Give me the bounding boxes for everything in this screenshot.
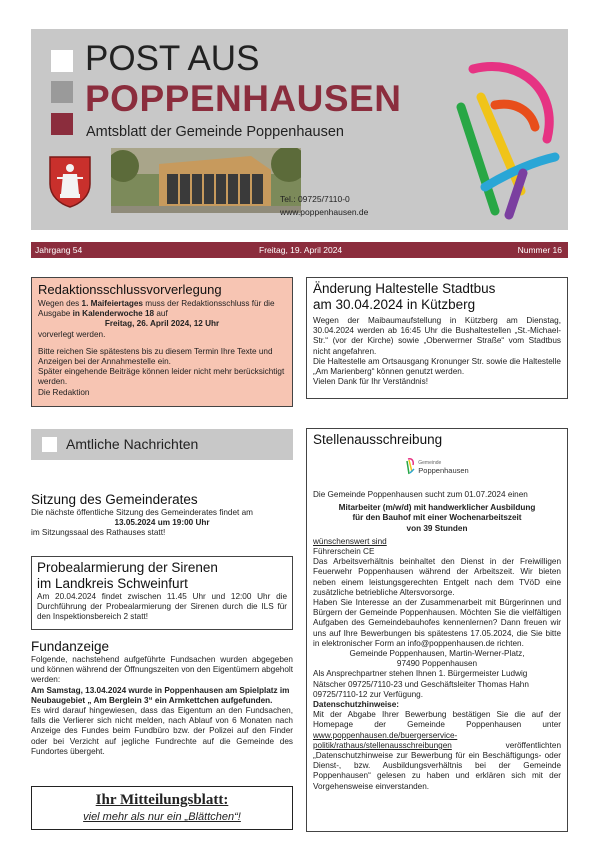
masthead-title-main: POPPENHAUSEN [85,78,402,119]
council-meeting-line1: Die nächste öffentliche Sitzung des Gemeinderates findet am [31,508,253,517]
logo-small-text: Gemeinde [418,459,442,466]
council-meeting-title: Sitzung des Gemeinderates [31,492,198,507]
coat-of-arms-icon [47,154,93,208]
lost-found-p2: Am Samstag, 13.04.2024 wurde in Poppenhausen am Spielplatz im Neubaugebiet „ Am Berglein 3“ ein Armkettchen aufgefunden. [31,685,290,705]
deadline-notice-title: Redaktionsschlussvorverlegung [38,282,222,297]
gray-square-decoration [51,81,73,103]
lost-found-title: Fundanzeige [31,639,110,654]
bus-p3: Vielen Dank für Ihr Verständnis! [313,377,428,387]
siren-test-text: Am 20.04.2024 findet zwischen 11.45 Uhr und 12:00 Uhr die Durchführung der Probealarmierung der Sirenen durch die ILS für den Inspektionsbereich 2 statt! [37,592,287,622]
masthead [31,29,568,230]
lost-found-article [31,639,293,757]
bus-title-2: am 30.04.2024 in Kützberg [313,297,476,312]
volume-label: Jahrgang 54 [35,245,83,255]
job-wish-label: wünschenswert sind [313,536,387,546]
job-title-1: Mitarbeiter (m/w/d) mit handwerklicher Ausbildung [338,503,536,513]
deadline-notice-box [31,277,293,407]
newsletter-promo-box [31,786,293,830]
newsletter-promo-sub: viel mehr als nur ein „Blättchen“! [83,811,241,823]
siren-test-box [31,556,293,630]
bus-title-1: Änderung Haltestelle Stadtbus [313,281,496,296]
logo-name-text: Poppenhausen [418,465,469,475]
job-posting-box [306,428,568,832]
deadline-notice-text-2: vorverlegt werden. [38,329,106,339]
job-intro: Die Gemeinde Poppenhausen sucht zum 01.07.2024 einen [313,490,528,499]
red-square-decoration [51,113,73,135]
job-p1: Das Arbeitsverhältnis beinhaltet den Dienst in der Freiwilligen Feuerwehr Poppenhausen während der Arbeitszeit. Wir bieten neben einem leistungsgerechten Entgelt nach dem TVöD eine zusätzliche betriebliche Altersvorsorge. [313,557,561,597]
bus-stop-change-box [306,277,568,399]
lost-found-p3: Es wird darauf hingewiesen, dass das Eigentum an den Fundsachen, falls die Verlierer sich nicht melden, nach Ablauf von 6 Monaten nach Anzeige des Fundes beim Fundbüro bzw. der Polizei auf den Finder oder bei Verzicht auf jegliche Fundrechte auf die Gemeinde des Fundortes übergeht. [31,706,293,756]
siren-test-title-1: Probealarmierung der Sirenen [37,560,218,575]
job-address-2: 97490 Poppenhausen [396,659,478,669]
privacy-text: Mit der Abgabe Ihrer Bewerbung bestätigen Sie die auf der Homepage der Gemeinde Poppenhausen unter www.poppenhausen.de/buergerservice-politik/rathaus/stellenausschreibungen veröffentlichten „Datenschutzhinweise zur Bewerbung für ein Beschäftigungs- oder Dienst-, bzw. Ausbildungsverhältnis bei der Gemeinde Poppenhausen“ gelesen zu haben und erklären sich mit der Vorgehensweise einverstanden. [313,710,561,791]
job-title-3: von 39 Stunden [406,523,468,533]
issue-date: Freitag, 19. April 2024 [259,245,343,255]
council-meeting-article [31,492,293,539]
deadline-notice-text: Wegen des 1. Maifeiertages muss der Redaktionsschluss für die Ausgabe in Kalenderwoche 18 auf [38,299,275,319]
mini-logo-icon [405,458,415,476]
deadline-notice-sign: Die Redaktion [38,387,90,397]
phone-number: Tel.: 09725/7110-0 [280,194,350,204]
masthead-subtitle: Amtsblatt der Gemeinde Poppenhausen [86,124,344,140]
lost-found-p1: Folgende, nachstehend aufgeführte Fundsachen wurden abgegeben und können während der Öffnungszeiten von den Eigentümern abgeholt werden: [31,655,293,685]
deadline-notice-p2: Bitte reichen Sie spätestens bis zu diesem Termin Ihre Texte und Anzeigen bei der Annahmestelle ein. [38,346,273,367]
bus-p2: Die Haltestelle am Ortsausgang Kronunger Str. sowie die Haltestelle „Am Marienberg“ können genutzt werden. [313,356,561,377]
issue-number: Nummer 16 [517,245,562,255]
council-meeting-line3: im Sitzungssaal des Rathauses statt! [31,528,166,538]
job-p2: Haben Sie Interesse an der Zusammenarbeit mit Bürgerinnen und Bürgern der Gemeinde Poppenhausen. Möchten Sie die vielfältigen Aufgaben des Gemeindebauhofes kennenlernen? Dann freuen wir uns auf Ihre Bewerbungen bis spätestens 17.05.2024, die Sie bitte in elektronischer Form an info@poppenhausen.de richten. [313,598,561,648]
deadline-date: Freitag, 26. April 2024, 12 Uhr [104,319,220,329]
job-address-1: Gemeinde Poppenhausen, Martin-Werner-Platz, [349,649,525,659]
website-link[interactable]: www.poppenhausen.de [280,207,369,217]
siren-test-title-2: im Landkreis Schweinfurt [37,576,188,591]
job-license: Führerschein CE [313,547,375,557]
white-square-decoration [51,50,73,72]
issue-info-bar [31,242,568,258]
deadline-notice-p3: Später eingehende Beiträge können leider nicht mehr berücksichtigt werden. [38,367,285,387]
town-hall-photo [111,148,301,213]
municipality-logo [313,458,561,476]
square-decoration [42,437,57,452]
section-header-official [31,429,293,460]
job-p3: Als Ansprechpartner stehen Ihnen 1. Bürgermeister Ludwig Nätscher 09725/7110-23 und Geschäftsleiter Thomas Hahn 09725/7110-12 zur Verfügung. [313,669,529,699]
colorful-logo-icon [451,61,561,221]
job-posting-title: Stellenausschreibung [313,432,443,447]
privacy-title: Datenschutzhinweise: [313,700,399,710]
section-header-label: Amtliche Nachrichten [66,436,199,452]
masthead-title-top: POST AUS [85,39,260,78]
newsletter-promo-title: Ihr Mitteilungsblatt: [95,792,229,808]
bus-p1: Wegen der Maibaumaufstellung in Kützberg am Dienstag, 30.04.2024 werden ab 16:45 Uhr die Bushaltestellen „St.-Michael-Str.“ (vor der Kirche) sowie „Oberwerrner Straße“ vom Stadtbus nicht angefahren. [313,316,561,356]
job-title-2: für den Bauhof mit einer Wochenarbeitszeit [352,513,522,523]
council-meeting-date: 13.05.2024 um 19:00 Uhr [114,518,210,528]
privacy-link[interactable]: www.poppenhausen.de/buergerservice-politik/rathaus/stellenausschreibungen [313,730,458,750]
contact-info [280,193,368,219]
